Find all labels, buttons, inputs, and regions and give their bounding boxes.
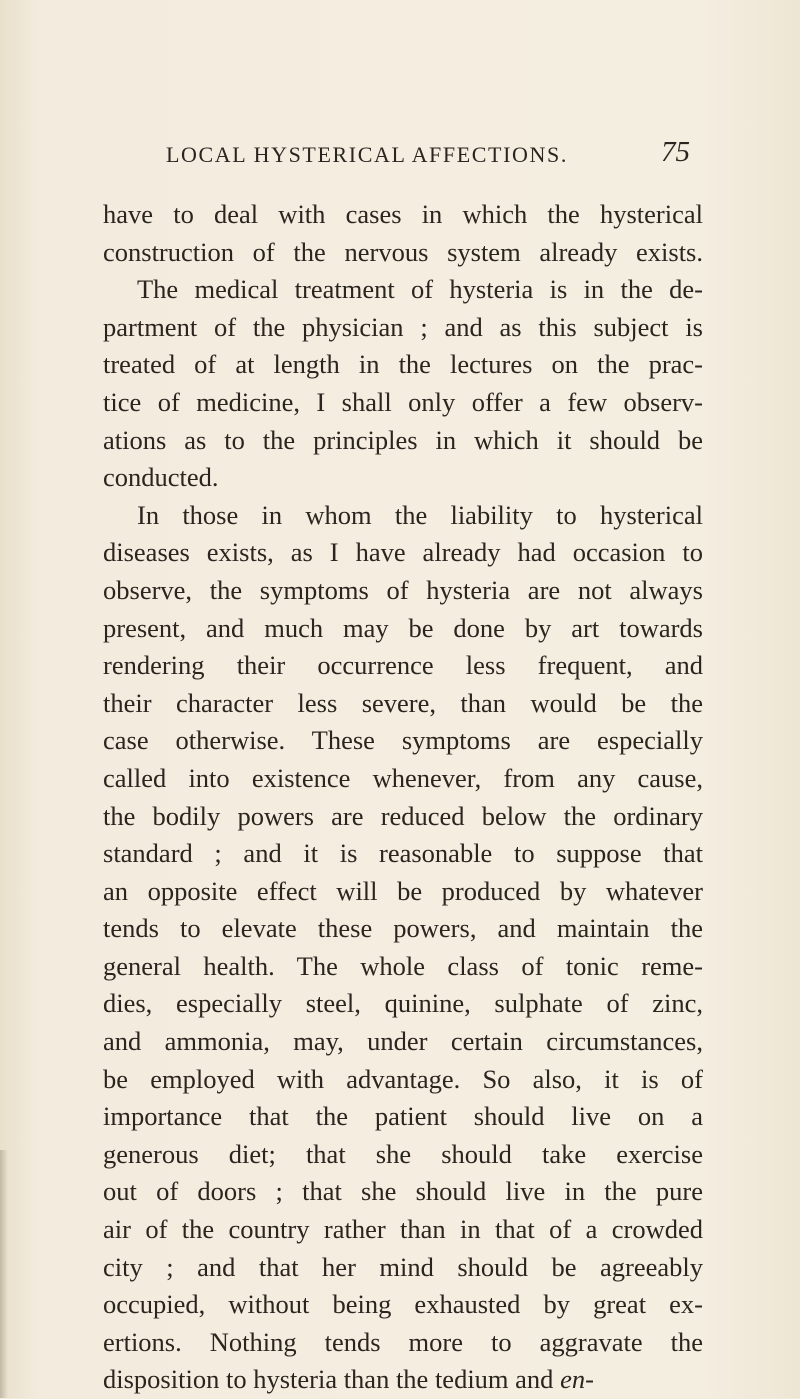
text-line: In those in whom the liability to hysterical bbox=[137, 499, 703, 530]
text-line-last-roman: disposition to hysteria than the tedium and bbox=[103, 1364, 561, 1395]
page-number: 75 bbox=[661, 136, 690, 168]
text-line: have to deal with cases in which the hysterical bbox=[103, 199, 703, 229]
text-line: treated of at length in the lectures on the prac- bbox=[103, 349, 703, 380]
text-line: dies, especially steel, quinine, sulphate of zinc, bbox=[103, 988, 703, 1019]
text-line: their character less severe, than would be the bbox=[103, 687, 703, 718]
text-line: observe, the symptoms of hysteria are not always bbox=[103, 574, 703, 605]
text-line: present, and much may be done by art towards bbox=[103, 612, 703, 643]
text-line: importance that the patient should live on a bbox=[103, 1101, 703, 1132]
text-line: an opposite effect will be produced by whatever bbox=[103, 875, 703, 906]
text-line: diseases exists, as I have already had occasion to bbox=[103, 537, 703, 568]
text-line: generous diet; that she should take exercise bbox=[103, 1138, 703, 1169]
text-line: partment of the physician ; and as this subject is bbox=[103, 311, 703, 342]
text-line: ations as to the principles in which it should be bbox=[103, 424, 703, 455]
text-line: conducted. bbox=[103, 462, 219, 493]
text-line-last-italic: en- bbox=[560, 1364, 594, 1395]
text-line: tends to elevate these powers, and maintain the bbox=[103, 913, 703, 944]
text-line: rendering their occurrence less frequent, and bbox=[103, 650, 703, 681]
page-edge-shadow bbox=[0, 1150, 8, 1398]
text-line: general health. The whole class of tonic reme- bbox=[103, 950, 703, 981]
text-line: standard ; and it is reasonable to suppose that bbox=[103, 838, 703, 869]
text-line: occupied, without being exhausted by great ex- bbox=[103, 1289, 703, 1320]
text-line: ertions. Nothing tends more to aggravate the bbox=[103, 1326, 703, 1357]
text-line: The medical treatment of hysteria is in the de- bbox=[137, 274, 703, 305]
running-title: LOCAL HYSTERICAL AFFECTIONS. bbox=[166, 142, 568, 167]
text-line: and ammonia, may, under certain circumstances, bbox=[103, 1026, 703, 1057]
page-header bbox=[0, 136, 800, 182]
text-line: air of the country rather than in that of a crowded bbox=[103, 1214, 703, 1245]
text-line-last bbox=[103, 1361, 703, 1399]
text-line: be employed with advantage. So also, it is of bbox=[103, 1063, 703, 1094]
text-line: city ; and that her mind should be agreeably bbox=[103, 1251, 703, 1282]
text-line: the bodily powers are reduced below the ordinary bbox=[103, 800, 703, 831]
body-text bbox=[103, 196, 703, 1399]
text-line: tice of medicine, I shall only offer a few observ- bbox=[103, 386, 703, 417]
text-line: out of doors ; that she should live in the pure bbox=[103, 1176, 703, 1207]
text-line: construction of the nervous system already exists. bbox=[103, 236, 703, 267]
text-line: called into existence whenever, from any cause, bbox=[103, 762, 703, 793]
text-line: case otherwise. These symptoms are especially bbox=[103, 725, 703, 756]
